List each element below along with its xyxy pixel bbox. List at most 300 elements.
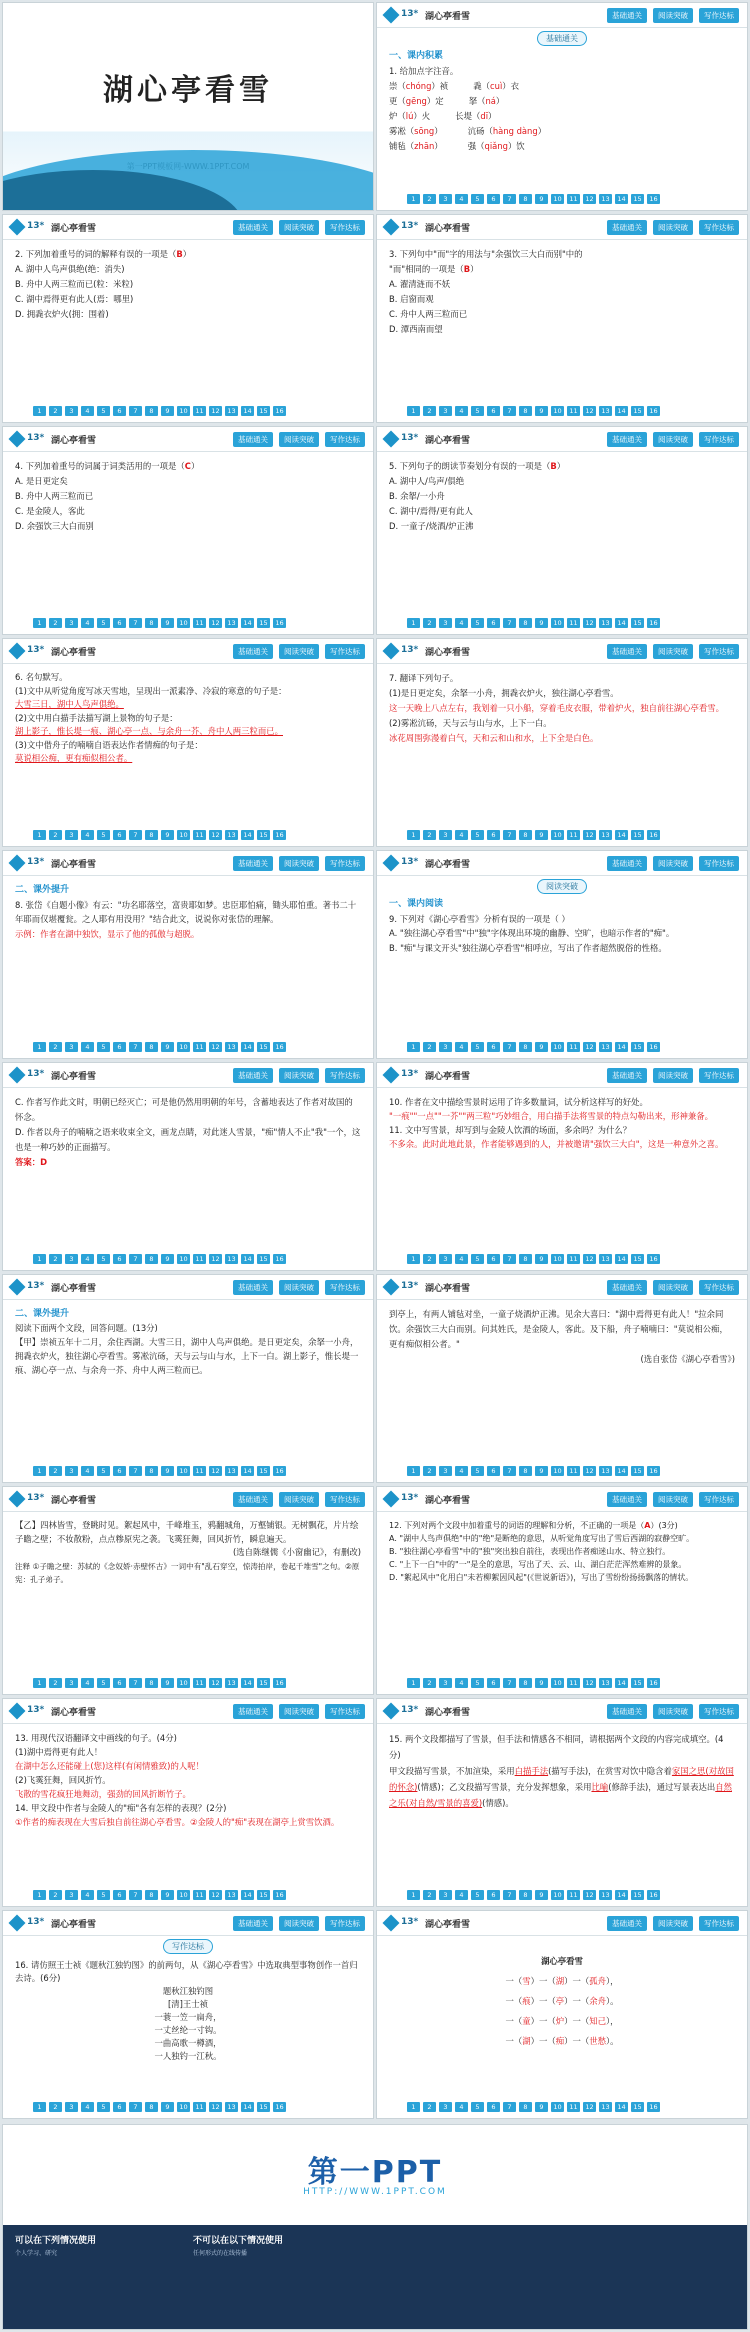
page-button[interactable]: 13: [599, 1042, 612, 1052]
tab-reading[interactable]: 阅读突破: [279, 1280, 319, 1295]
page-button[interactable]: 11: [567, 194, 580, 204]
page-button[interactable]: 4: [81, 1466, 94, 1476]
page-button[interactable]: 16: [647, 406, 660, 416]
page-button[interactable]: 15: [257, 618, 270, 628]
page-button[interactable]: 8: [519, 2102, 532, 2112]
page-button[interactable]: 3: [65, 1254, 78, 1264]
page-button[interactable]: 13: [225, 618, 238, 628]
tab-reading[interactable]: 阅读突破: [653, 644, 693, 659]
page-button[interactable]: 9: [161, 1678, 174, 1688]
page-button[interactable]: 5: [97, 1042, 110, 1052]
page-button[interactable]: 16: [273, 1678, 286, 1688]
page-button[interactable]: 1: [407, 406, 420, 416]
page-button[interactable]: 16: [273, 1466, 286, 1476]
page-button[interactable]: 5: [471, 1466, 484, 1476]
page-button[interactable]: 15: [631, 2102, 644, 2112]
page-button[interactable]: 7: [129, 2102, 142, 2112]
page-button[interactable]: 9: [161, 2102, 174, 2112]
page-button[interactable]: 7: [129, 1678, 142, 1688]
page-button[interactable]: 14: [241, 1890, 254, 1900]
tab-basic[interactable]: 基础通关: [233, 1916, 273, 1931]
page-button[interactable]: 9: [535, 618, 548, 628]
tab-reading[interactable]: 阅读突破: [653, 8, 693, 23]
tab-basic[interactable]: 基础通关: [607, 1280, 647, 1295]
page-button[interactable]: 6: [487, 1466, 500, 1476]
page-button[interactable]: 3: [439, 194, 452, 204]
page-button[interactable]: 7: [503, 194, 516, 204]
page-button[interactable]: 8: [145, 1042, 158, 1052]
page-button[interactable]: 15: [257, 2102, 270, 2112]
page-button[interactable]: 2: [49, 2102, 62, 2112]
tab-writing[interactable]: 写作达标: [699, 432, 739, 447]
page-button[interactable]: 10: [551, 1254, 564, 1264]
page-button[interactable]: 13: [599, 194, 612, 204]
page-button[interactable]: 6: [487, 2102, 500, 2112]
page-button[interactable]: 6: [113, 1466, 126, 1476]
page-button[interactable]: 3: [439, 1042, 452, 1052]
page-button[interactable]: 9: [535, 1254, 548, 1264]
tab-reading[interactable]: 阅读突破: [653, 432, 693, 447]
page-button[interactable]: 5: [471, 830, 484, 840]
page-button[interactable]: 15: [257, 406, 270, 416]
page-button[interactable]: 1: [33, 830, 46, 840]
page-button[interactable]: 11: [193, 1678, 206, 1688]
page-button[interactable]: 4: [81, 1254, 94, 1264]
page-button[interactable]: 1: [33, 1466, 46, 1476]
page-button[interactable]: 14: [241, 618, 254, 628]
tab-writing[interactable]: 写作达标: [325, 644, 365, 659]
tab-reading[interactable]: 阅读突破: [279, 1068, 319, 1083]
tab-reading[interactable]: 阅读突破: [279, 856, 319, 871]
page-button[interactable]: 13: [599, 406, 612, 416]
page-button[interactable]: 2: [423, 1890, 436, 1900]
page-button[interactable]: 14: [615, 2102, 628, 2112]
page-button[interactable]: 3: [439, 1678, 452, 1688]
page-button[interactable]: 10: [177, 2102, 190, 2112]
page-button[interactable]: 4: [81, 1678, 94, 1688]
page-button[interactable]: 7: [503, 618, 516, 628]
page-button[interactable]: 6: [487, 194, 500, 204]
page-button[interactable]: 14: [241, 830, 254, 840]
page-button[interactable]: 6: [113, 830, 126, 840]
page-button[interactable]: 5: [471, 194, 484, 204]
page-button[interactable]: 10: [551, 1466, 564, 1476]
page-button[interactable]: 11: [193, 1466, 206, 1476]
tab-writing[interactable]: 写作达标: [699, 1068, 739, 1083]
page-button[interactable]: 11: [567, 1678, 580, 1688]
page-button[interactable]: 6: [113, 1042, 126, 1052]
page-button[interactable]: 11: [193, 1254, 206, 1264]
page-button[interactable]: 15: [631, 1466, 644, 1476]
page-button[interactable]: 13: [225, 1890, 238, 1900]
tab-basic[interactable]: 基础通关: [233, 1280, 273, 1295]
page-button[interactable]: 13: [599, 1678, 612, 1688]
page-button[interactable]: 5: [471, 618, 484, 628]
page-button[interactable]: 3: [439, 2102, 452, 2112]
tab-reading[interactable]: 阅读突破: [653, 1492, 693, 1507]
page-button[interactable]: 8: [145, 618, 158, 628]
page-button[interactable]: 1: [407, 618, 420, 628]
tab-basic[interactable]: 基础通关: [607, 8, 647, 23]
page-button[interactable]: 6: [487, 1890, 500, 1900]
page-button[interactable]: 3: [439, 830, 452, 840]
page-button[interactable]: 10: [177, 618, 190, 628]
page-button[interactable]: 11: [193, 406, 206, 416]
page-button[interactable]: 12: [583, 1466, 596, 1476]
page-button[interactable]: 2: [49, 830, 62, 840]
page-button[interactable]: 1: [33, 406, 46, 416]
page-button[interactable]: 9: [535, 2102, 548, 2112]
page-button[interactable]: 14: [241, 1254, 254, 1264]
page-button[interactable]: 15: [257, 1042, 270, 1052]
page-button[interactable]: 7: [503, 830, 516, 840]
page-button[interactable]: 14: [241, 1042, 254, 1052]
page-button[interactable]: 9: [535, 1678, 548, 1688]
page-button[interactable]: 4: [455, 1890, 468, 1900]
page-button[interactable]: 15: [257, 1466, 270, 1476]
page-button[interactable]: 16: [273, 2102, 286, 2112]
page-button[interactable]: 1: [33, 1678, 46, 1688]
page-button[interactable]: 14: [615, 830, 628, 840]
page-button[interactable]: 15: [631, 1042, 644, 1052]
page-button[interactable]: 4: [455, 830, 468, 840]
page-button[interactable]: 2: [423, 830, 436, 840]
page-button[interactable]: 6: [487, 830, 500, 840]
page-button[interactable]: 3: [65, 830, 78, 840]
page-button[interactable]: 7: [503, 1678, 516, 1688]
tab-reading[interactable]: 阅读突破: [279, 432, 319, 447]
page-button[interactable]: 6: [113, 618, 126, 628]
page-button[interactable]: 6: [487, 1678, 500, 1688]
page-button[interactable]: 14: [615, 406, 628, 416]
tab-reading[interactable]: 阅读突破: [279, 1916, 319, 1931]
page-button[interactable]: 14: [241, 2102, 254, 2112]
tab-basic[interactable]: 基础通关: [233, 1492, 273, 1507]
page-button[interactable]: 4: [455, 1466, 468, 1476]
page-button[interactable]: 11: [193, 2102, 206, 2112]
page-button[interactable]: 8: [145, 1254, 158, 1264]
page-button[interactable]: 5: [97, 618, 110, 628]
page-button[interactable]: 2: [423, 1678, 436, 1688]
page-button[interactable]: 11: [567, 618, 580, 628]
page-button[interactable]: 9: [161, 618, 174, 628]
page-button[interactable]: 1: [407, 194, 420, 204]
page-button[interactable]: 2: [49, 406, 62, 416]
tab-writing[interactable]: 写作达标: [325, 220, 365, 235]
page-button[interactable]: 2: [423, 406, 436, 416]
page-button[interactable]: 6: [113, 1254, 126, 1264]
tab-reading[interactable]: 阅读突破: [279, 1704, 319, 1719]
page-button[interactable]: 3: [439, 1254, 452, 1264]
page-button[interactable]: 13: [225, 1466, 238, 1476]
page-button[interactable]: 15: [257, 830, 270, 840]
page-button[interactable]: 8: [519, 830, 532, 840]
page-button[interactable]: 6: [113, 2102, 126, 2112]
tab-basic[interactable]: 基础通关: [233, 644, 273, 659]
page-button[interactable]: 7: [503, 406, 516, 416]
tab-reading[interactable]: 阅读突破: [653, 220, 693, 235]
page-button[interactable]: 15: [257, 1254, 270, 1264]
page-button[interactable]: 8: [145, 1678, 158, 1688]
page-button[interactable]: 2: [49, 618, 62, 628]
page-button[interactable]: 15: [631, 406, 644, 416]
page-button[interactable]: 1: [407, 830, 420, 840]
page-button[interactable]: 12: [583, 194, 596, 204]
page-button[interactable]: 12: [583, 2102, 596, 2112]
page-button[interactable]: 12: [209, 406, 222, 416]
page-button[interactable]: 7: [129, 406, 142, 416]
page-button[interactable]: 16: [273, 1890, 286, 1900]
page-button[interactable]: 6: [113, 1890, 126, 1900]
page-button[interactable]: 5: [97, 2102, 110, 2112]
page-button[interactable]: 4: [455, 2102, 468, 2112]
page-button[interactable]: 1: [33, 1254, 46, 1264]
tab-writing[interactable]: 写作达标: [325, 1492, 365, 1507]
tab-writing[interactable]: 写作达标: [325, 1704, 365, 1719]
page-button[interactable]: 16: [273, 618, 286, 628]
page-button[interactable]: 12: [209, 1042, 222, 1052]
tab-reading[interactable]: 阅读突破: [653, 1704, 693, 1719]
page-button[interactable]: 6: [487, 1042, 500, 1052]
page-button[interactable]: 2: [423, 2102, 436, 2112]
tab-basic[interactable]: 基础通关: [607, 1704, 647, 1719]
brand-url[interactable]: HTTP://WWW.1PPT.COM: [303, 2187, 447, 2197]
page-button[interactable]: 8: [145, 1466, 158, 1476]
page-button[interactable]: 4: [455, 406, 468, 416]
page-button[interactable]: 3: [439, 618, 452, 628]
tab-reading[interactable]: 阅读突破: [279, 220, 319, 235]
page-button[interactable]: 8: [519, 1890, 532, 1900]
page-button[interactable]: 3: [65, 406, 78, 416]
page-button[interactable]: 9: [161, 406, 174, 416]
page-button[interactable]: 13: [599, 1890, 612, 1900]
tab-reading[interactable]: 阅读突破: [279, 1492, 319, 1507]
tab-writing[interactable]: 写作达标: [325, 856, 365, 871]
page-button[interactable]: 12: [209, 1254, 222, 1264]
page-button[interactable]: 16: [647, 1042, 660, 1052]
page-button[interactable]: 10: [551, 1890, 564, 1900]
tab-basic[interactable]: 基础通关: [607, 1068, 647, 1083]
page-button[interactable]: 13: [599, 2102, 612, 2112]
page-button[interactable]: 12: [209, 1466, 222, 1476]
page-button[interactable]: 4: [455, 1254, 468, 1264]
page-button[interactable]: 4: [455, 1678, 468, 1688]
page-button[interactable]: 13: [225, 406, 238, 416]
page-button[interactable]: 15: [631, 618, 644, 628]
tab-writing[interactable]: 写作达标: [699, 856, 739, 871]
page-button[interactable]: 13: [225, 830, 238, 840]
page-button[interactable]: 6: [487, 1254, 500, 1264]
tab-basic[interactable]: 基础通关: [233, 1068, 273, 1083]
page-button[interactable]: 12: [209, 830, 222, 840]
page-button[interactable]: 10: [551, 618, 564, 628]
page-button[interactable]: 9: [161, 1890, 174, 1900]
page-button[interactable]: 10: [177, 1890, 190, 1900]
page-button[interactable]: 11: [567, 406, 580, 416]
page-button[interactable]: 4: [81, 1890, 94, 1900]
page-button[interactable]: 3: [439, 1890, 452, 1900]
tab-basic[interactable]: 基础通关: [607, 856, 647, 871]
page-button[interactable]: 1: [407, 1254, 420, 1264]
page-button[interactable]: 11: [567, 1042, 580, 1052]
page-button[interactable]: 13: [225, 2102, 238, 2112]
tab-basic[interactable]: 基础通关: [607, 1492, 647, 1507]
tab-reading[interactable]: 阅读突破: [653, 1280, 693, 1295]
page-button[interactable]: 7: [503, 2102, 516, 2112]
page-button[interactable]: 4: [455, 1042, 468, 1052]
page-button[interactable]: 14: [615, 1890, 628, 1900]
page-button[interactable]: 1: [407, 1042, 420, 1052]
tab-basic[interactable]: 基础通关: [607, 644, 647, 659]
page-button[interactable]: 14: [615, 194, 628, 204]
tab-writing[interactable]: 写作达标: [699, 1916, 739, 1931]
page-button[interactable]: 10: [551, 1042, 564, 1052]
page-button[interactable]: 10: [177, 1466, 190, 1476]
page-button[interactable]: 16: [647, 2102, 660, 2112]
page-button[interactable]: 9: [161, 1042, 174, 1052]
tab-writing[interactable]: 写作达标: [325, 1068, 365, 1083]
page-button[interactable]: 1: [407, 1678, 420, 1688]
page-button[interactable]: 2: [49, 1890, 62, 1900]
page-button[interactable]: 16: [647, 1254, 660, 1264]
page-button[interactable]: 12: [583, 1254, 596, 1264]
page-button[interactable]: 12: [583, 830, 596, 840]
page-button[interactable]: 3: [65, 618, 78, 628]
page-button[interactable]: 1: [33, 618, 46, 628]
page-button[interactable]: 9: [161, 830, 174, 840]
page-button[interactable]: 5: [471, 1678, 484, 1688]
tab-writing[interactable]: 写作达标: [699, 644, 739, 659]
tab-reading[interactable]: 阅读突破: [653, 1916, 693, 1931]
page-button[interactable]: 7: [503, 1466, 516, 1476]
tab-writing[interactable]: 写作达标: [325, 1916, 365, 1931]
page-button[interactable]: 2: [423, 194, 436, 204]
page-button[interactable]: 7: [503, 1042, 516, 1052]
page-button[interactable]: 16: [647, 1466, 660, 1476]
page-button[interactable]: 15: [631, 194, 644, 204]
page-button[interactable]: 16: [273, 406, 286, 416]
page-button[interactable]: 13: [225, 1254, 238, 1264]
page-button[interactable]: 11: [193, 1042, 206, 1052]
page-button[interactable]: 7: [129, 830, 142, 840]
tab-basic[interactable]: 基础通关: [607, 1916, 647, 1931]
page-button[interactable]: 13: [599, 618, 612, 628]
page-button[interactable]: 11: [567, 1254, 580, 1264]
page-button[interactable]: 15: [631, 1254, 644, 1264]
page-button[interactable]: 10: [551, 830, 564, 840]
page-button[interactable]: 1: [33, 2102, 46, 2112]
page-button[interactable]: 2: [49, 1042, 62, 1052]
page-button[interactable]: 14: [615, 1254, 628, 1264]
page-button[interactable]: 15: [631, 830, 644, 840]
page-button[interactable]: 2: [49, 1254, 62, 1264]
tab-reading[interactable]: 阅读突破: [279, 644, 319, 659]
page-button[interactable]: 7: [503, 1254, 516, 1264]
page-button[interactable]: 14: [241, 406, 254, 416]
page-button[interactable]: 9: [535, 194, 548, 204]
page-button[interactable]: 12: [583, 1042, 596, 1052]
page-button[interactable]: 3: [65, 1466, 78, 1476]
tab-writing[interactable]: 写作达标: [325, 432, 365, 447]
page-button[interactable]: 8: [145, 2102, 158, 2112]
page-button[interactable]: 16: [647, 830, 660, 840]
page-button[interactable]: 11: [567, 1466, 580, 1476]
page-button[interactable]: 3: [439, 406, 452, 416]
page-button[interactable]: 6: [487, 618, 500, 628]
page-button[interactable]: 16: [273, 830, 286, 840]
page-button[interactable]: 9: [535, 406, 548, 416]
tab-basic[interactable]: 基础通关: [233, 432, 273, 447]
page-button[interactable]: 5: [97, 1890, 110, 1900]
page-button[interactable]: 8: [519, 194, 532, 204]
page-button[interactable]: 16: [647, 1678, 660, 1688]
page-button[interactable]: 14: [615, 1042, 628, 1052]
page-button[interactable]: 4: [81, 1042, 94, 1052]
page-button[interactable]: 5: [97, 830, 110, 840]
page-button[interactable]: 9: [535, 1890, 548, 1900]
tab-writing[interactable]: 写作达标: [699, 220, 739, 235]
page-button[interactable]: 8: [519, 1042, 532, 1052]
page-button[interactable]: 5: [97, 1678, 110, 1688]
tab-writing[interactable]: 写作达标: [699, 1704, 739, 1719]
tab-basic[interactable]: 基础通关: [607, 432, 647, 447]
page-button[interactable]: 7: [129, 1254, 142, 1264]
page-button[interactable]: 5: [471, 2102, 484, 2112]
page-button[interactable]: 5: [97, 1254, 110, 1264]
page-button[interactable]: 3: [65, 2102, 78, 2112]
page-button[interactable]: 8: [519, 1254, 532, 1264]
page-button[interactable]: 12: [583, 1890, 596, 1900]
page-button[interactable]: 2: [423, 1254, 436, 1264]
page-button[interactable]: 8: [519, 1678, 532, 1688]
page-button[interactable]: 5: [97, 406, 110, 416]
page-button[interactable]: 5: [471, 1042, 484, 1052]
page-button[interactable]: 14: [615, 1466, 628, 1476]
page-button[interactable]: 1: [407, 1890, 420, 1900]
page-button[interactable]: 11: [567, 2102, 580, 2112]
page-button[interactable]: 9: [535, 830, 548, 840]
page-button[interactable]: 10: [177, 830, 190, 840]
tab-writing[interactable]: 写作达标: [325, 1280, 365, 1295]
page-button[interactable]: 4: [81, 618, 94, 628]
tab-basic[interactable]: 基础通关: [607, 220, 647, 235]
tab-reading[interactable]: 阅读突破: [653, 1068, 693, 1083]
page-button[interactable]: 9: [161, 1254, 174, 1264]
page-button[interactable]: 16: [647, 194, 660, 204]
page-button[interactable]: 3: [65, 1678, 78, 1688]
page-button[interactable]: 5: [471, 1254, 484, 1264]
page-button[interactable]: 14: [615, 618, 628, 628]
page-button[interactable]: 8: [145, 1890, 158, 1900]
page-button[interactable]: 9: [535, 1466, 548, 1476]
page-button[interactable]: 2: [49, 1678, 62, 1688]
page-button[interactable]: 4: [455, 618, 468, 628]
page-button[interactable]: 11: [193, 830, 206, 840]
page-button[interactable]: 8: [519, 618, 532, 628]
page-button[interactable]: 12: [583, 1678, 596, 1688]
page-button[interactable]: 1: [407, 2102, 420, 2112]
page-button[interactable]: 12: [209, 2102, 222, 2112]
page-button[interactable]: 2: [423, 618, 436, 628]
page-button[interactable]: 2: [423, 1042, 436, 1052]
page-button[interactable]: 1: [33, 1890, 46, 1900]
page-button[interactable]: 4: [81, 406, 94, 416]
page-button[interactable]: 1: [33, 1042, 46, 1052]
page-button[interactable]: 15: [631, 1890, 644, 1900]
page-button[interactable]: 4: [81, 2102, 94, 2112]
page-button[interactable]: 7: [129, 1890, 142, 1900]
page-button[interactable]: 8: [519, 1466, 532, 1476]
